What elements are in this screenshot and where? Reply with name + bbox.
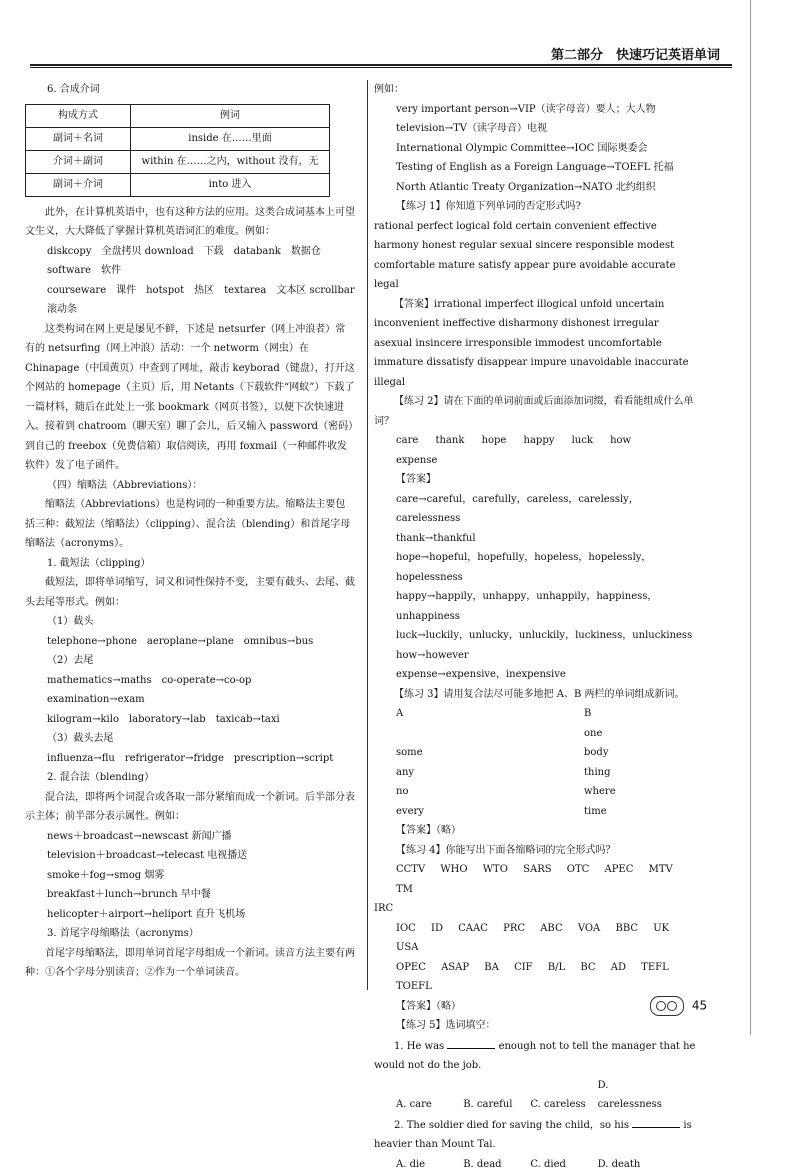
column-a-word: any <box>396 763 414 783</box>
list-item: WTO <box>483 860 508 880</box>
list-item: CIF <box>514 958 533 978</box>
list-item: care <box>396 431 418 451</box>
list-item: TM <box>396 880 413 900</box>
list-item: BA <box>484 958 499 978</box>
question-2-options <box>374 1155 699 1174</box>
answer-line: care→careful，carefully，careless，carelessly，carelessness <box>374 490 699 529</box>
header-rule-thin <box>30 67 732 68</box>
list-item: happy <box>524 431 555 451</box>
question-1-options <box>374 1076 699 1115</box>
question-1 <box>374 1036 699 1076</box>
example-line: International Olympic Committee→IOC 国际奥委会 <box>374 139 699 159</box>
question-text: is heavier than Mount Tai. <box>374 1120 692 1151</box>
page-header <box>30 44 730 64</box>
table-cell: 副词＋名词 <box>26 127 131 150</box>
example-line: telephone→phone aeroplane→plane omnibus→bus <box>25 632 355 652</box>
abbreviation-row <box>374 860 699 899</box>
option[interactable]: C. careless <box>530 1095 594 1115</box>
table-row <box>26 173 330 196</box>
example-line: influenza→flu refrigerator→fridge prescription→script <box>25 749 355 769</box>
section-title: 6. 合成介词 <box>25 80 355 100</box>
abbreviation-row <box>374 919 699 958</box>
example-line: television→TV（读字母音）电视 <box>374 119 699 139</box>
list-item: ABC <box>540 919 562 939</box>
paragraph: 截短法，即将单词缩写，词义和词性保持不变，主要有截头、去尾、截头去尾等形式。例如： <box>25 573 355 612</box>
list-item: BBC <box>615 919 638 939</box>
list-item: IOC <box>396 919 416 939</box>
list-item: OTC <box>567 860 590 880</box>
answer-line: expense→expensive，inexpensive <box>374 665 699 685</box>
answer-line: luck→luckily，unlucky，unluckily，luckiness，unluckiness <box>374 626 699 646</box>
answer-line: thank→thankful <box>374 529 699 549</box>
column-a-word: no <box>396 782 408 802</box>
compound-preposition-table <box>25 104 330 197</box>
subsection-heading: （四）缩略法（Abbreviations）： <box>25 476 355 496</box>
answer-line: how→however <box>374 646 699 666</box>
exercise-answer: 【答案】（略） <box>374 997 699 1017</box>
column-b-word: time <box>584 802 607 822</box>
list-item: CCTV <box>396 860 425 880</box>
list-item: TOEFL <box>396 977 432 997</box>
intro-line: 例如： <box>374 80 699 100</box>
column-a-head: A <box>396 704 403 724</box>
column-b-word: where <box>584 782 616 802</box>
answer-label: 【答案】 <box>374 470 699 490</box>
option[interactable]: D. carelessness <box>598 1076 662 1115</box>
subsection-heading: 1. 截短法（clipping） <box>25 554 355 574</box>
list-item: ASAP <box>441 958 469 978</box>
question-text: 1. He was <box>394 1041 444 1052</box>
example-line: North Atlantic Treaty Organization→NATO 北约组织 <box>374 178 699 198</box>
list-item: CAAC <box>458 919 488 939</box>
option[interactable]: C. died <box>530 1155 594 1174</box>
paragraph: 这类构词在网上更是屡见不鲜，下述是 netsurfer（网上冲浪者）常有的 netsurfing（网上冲浪）活动：一个 networm（网虫）在 Chinapage（中国黄页）中查到了网址，敲击 keyborad（键盘），打开这个网站的 homepage（主页）后，用 Netants（下载软件“网蚁”）下载了一篇材料，随后在此处上一张 bookmark（网页书签），以便下次快速进入。接着到 chatroom（聊天室）聊了会儿，后又输入 password（密码）到自己的 freebox（免费信箱）取信阅读，再用 foxmail（一种邮件收发软件）发了电子函件。 <box>25 320 355 476</box>
list-item: UK <box>653 919 669 939</box>
option[interactable]: A. care <box>396 1095 460 1115</box>
option[interactable]: B. careful <box>463 1095 527 1115</box>
list-item: PRC <box>503 919 525 939</box>
paragraph: 混合法，即将两个词混合或各取一部分紧缩而成一个新词。后半部分表示主体；前半部分表示属性。例如： <box>25 788 355 827</box>
subsection-heading: 2. 混合法（blending） <box>25 768 355 788</box>
example-line: courseware 课件 hotspot 热区 textarea 文本区 scrollbar 滚动条 <box>25 281 355 320</box>
column-b-word: body <box>584 743 608 763</box>
exercise-title: 【练习 1】你知道下列单词的否定形式吗? <box>374 197 699 217</box>
pair-row <box>374 763 699 783</box>
column-heads <box>374 704 699 724</box>
running-title: 第二部分 快速巧记英语单词 <box>551 44 720 63</box>
left-column <box>25 80 355 983</box>
pair-row <box>374 724 699 744</box>
question-2 <box>374 1115 699 1155</box>
example-line: smoke＋fog→smog 烟雾 <box>25 866 355 886</box>
table-header-row <box>26 104 330 127</box>
exercise-title: 【练习 4】你能写出下面各缩略词的完全形式吗？ <box>374 841 699 861</box>
example-line: kilogram→kilo laboratory→lab taxicab→taxi <box>25 710 355 730</box>
list-item: USA <box>396 938 419 958</box>
example-line: Testing of English as a Foreign Language→TOEFL 托福 <box>374 158 699 178</box>
column-b-word: one <box>584 724 602 744</box>
list-item: how <box>610 431 631 451</box>
pair-row <box>374 802 699 822</box>
column-divider <box>367 80 368 990</box>
table-header-cell: 构成方式 <box>26 104 131 127</box>
example-line: television＋broadcast→telecast 电视播送 <box>25 846 355 866</box>
table-cell: within 在……之内，without 没有，无 <box>131 150 330 173</box>
table-cell: 介词＋副词 <box>26 150 131 173</box>
list-item: B/L <box>548 958 565 978</box>
list-item: APEC <box>604 860 633 880</box>
paragraph: 缩略法（Abbreviations）也是构词的一种重要方法。缩略法主要包括三种：截短法（缩略法）（clipping）、混合法（blending）和首尾字母缩略法（acronyms）。 <box>25 495 355 554</box>
list-item: thank <box>435 431 464 451</box>
list-item: WHO <box>440 860 467 880</box>
list-item: hope <box>482 431 507 451</box>
option[interactable]: A. die <box>396 1155 460 1174</box>
option[interactable]: D. death <box>598 1155 662 1174</box>
list-item: OPEC <box>396 958 426 978</box>
subsection-heading: （2）去尾 <box>25 651 355 671</box>
column-b-word: thing <box>584 763 611 783</box>
list-item: expense <box>396 451 437 471</box>
list-item: luck <box>572 431 593 451</box>
publisher-logo-icon <box>650 996 684 1016</box>
page-edge-line <box>750 0 751 1035</box>
question-text: 2. The soldier died for saving the child，so his <box>394 1120 629 1131</box>
example-line: diskcopy 全盘拷贝 download 下载 databank 数据仓 software 软件 <box>25 242 355 281</box>
subsection-heading: （1）截头 <box>25 612 355 632</box>
pair-row <box>374 782 699 802</box>
paragraph: 此外，在计算机英语中，也有这种方法的应用。这类合成词基本上可望文生义，大大降低了掌握计算机英语词汇的难度。例如： <box>25 203 355 242</box>
header-rule <box>30 64 732 66</box>
exercise-words: rational perfect logical fold certain convenient effective harmony honest regular sexual sincere responsible modest comfortable mature satisfy appear pure avoidable accurate legal <box>374 217 699 295</box>
exercise-title: 【练习 2】请在下面的单词前面或后面添加词缀，看看能组成什么单词？ <box>374 392 699 431</box>
answer-line: hope→hopeful，hopefully，hopeless，hopelessly，hopelessness <box>374 548 699 587</box>
abbreviation-row-wrap: IRC <box>374 899 699 919</box>
exercise-word-list <box>374 431 699 470</box>
example-line: breakfast＋lunch→brunch 早中餐 <box>25 885 355 905</box>
column-b-head: B <box>584 704 591 724</box>
list-item: TEFL <box>641 958 669 978</box>
page-number <box>650 996 707 1016</box>
table-header-cell: 例词 <box>131 104 330 127</box>
paragraph: 首尾字母缩略法，即用单词首尾字母组成一个新词。读音方法主要有两种：①各个字母分别读音；②作为一个单词读音。 <box>25 944 355 983</box>
answer-blank[interactable] <box>447 1036 495 1049</box>
question-text: enough not to tell the manager that he would not do the job. <box>374 1041 695 1072</box>
list-item: ID <box>431 919 443 939</box>
example-line: helicopter＋airport→heliport 直升飞机场 <box>25 905 355 925</box>
subsection-heading: （3）截头去尾 <box>25 729 355 749</box>
list-item: BC <box>580 958 595 978</box>
exercise-answer: 【答案】irrational imperfect illogical unfold uncertain inconvenient ineffective disharmony dishonest irregular asexual insincere irresponsible immodest uncomfortable immature dissatisfy disappear impure unavoidable inaccurate illegal <box>374 295 699 393</box>
table-cell: into 进入 <box>131 173 330 196</box>
table-cell: 副词＋介词 <box>26 173 131 196</box>
list-item: VOA <box>578 919 600 939</box>
example-line: news＋broadcast→newscast 新闻广播 <box>25 827 355 847</box>
column-a-word: every <box>396 802 424 822</box>
abbreviation-row <box>374 958 699 997</box>
column-a-word: some <box>396 743 423 763</box>
subsection-heading: 3. 首尾字母缩略法（acronyms） <box>25 924 355 944</box>
answer-blank[interactable] <box>632 1115 680 1128</box>
table-row <box>26 150 330 173</box>
answer-line: happy→happily，unhappy，unhappily，happiness，unhappiness <box>374 587 699 626</box>
table-row <box>26 127 330 150</box>
list-item: MTV <box>649 860 673 880</box>
exercise-title: 【练习 5】选词填空： <box>374 1016 699 1036</box>
pair-row <box>374 743 699 763</box>
example-line: very important person→VIP（读字母音）要人；大人物 <box>374 100 699 120</box>
exercise-answer: 【答案】（略） <box>374 821 699 841</box>
list-item: SARS <box>523 860 551 880</box>
exercise-title: 【练习 3】请用复合法尽可能多地把 A、B 两栏的单词组成新词。 <box>374 685 699 705</box>
option[interactable]: B. dead <box>463 1155 527 1174</box>
page-number-text: 45 <box>692 999 707 1013</box>
table-cell: inside 在……里面 <box>131 127 330 150</box>
list-item: AD <box>611 958 626 978</box>
example-line: mathematics→maths co-operate→co-op examination→exam <box>25 671 355 710</box>
